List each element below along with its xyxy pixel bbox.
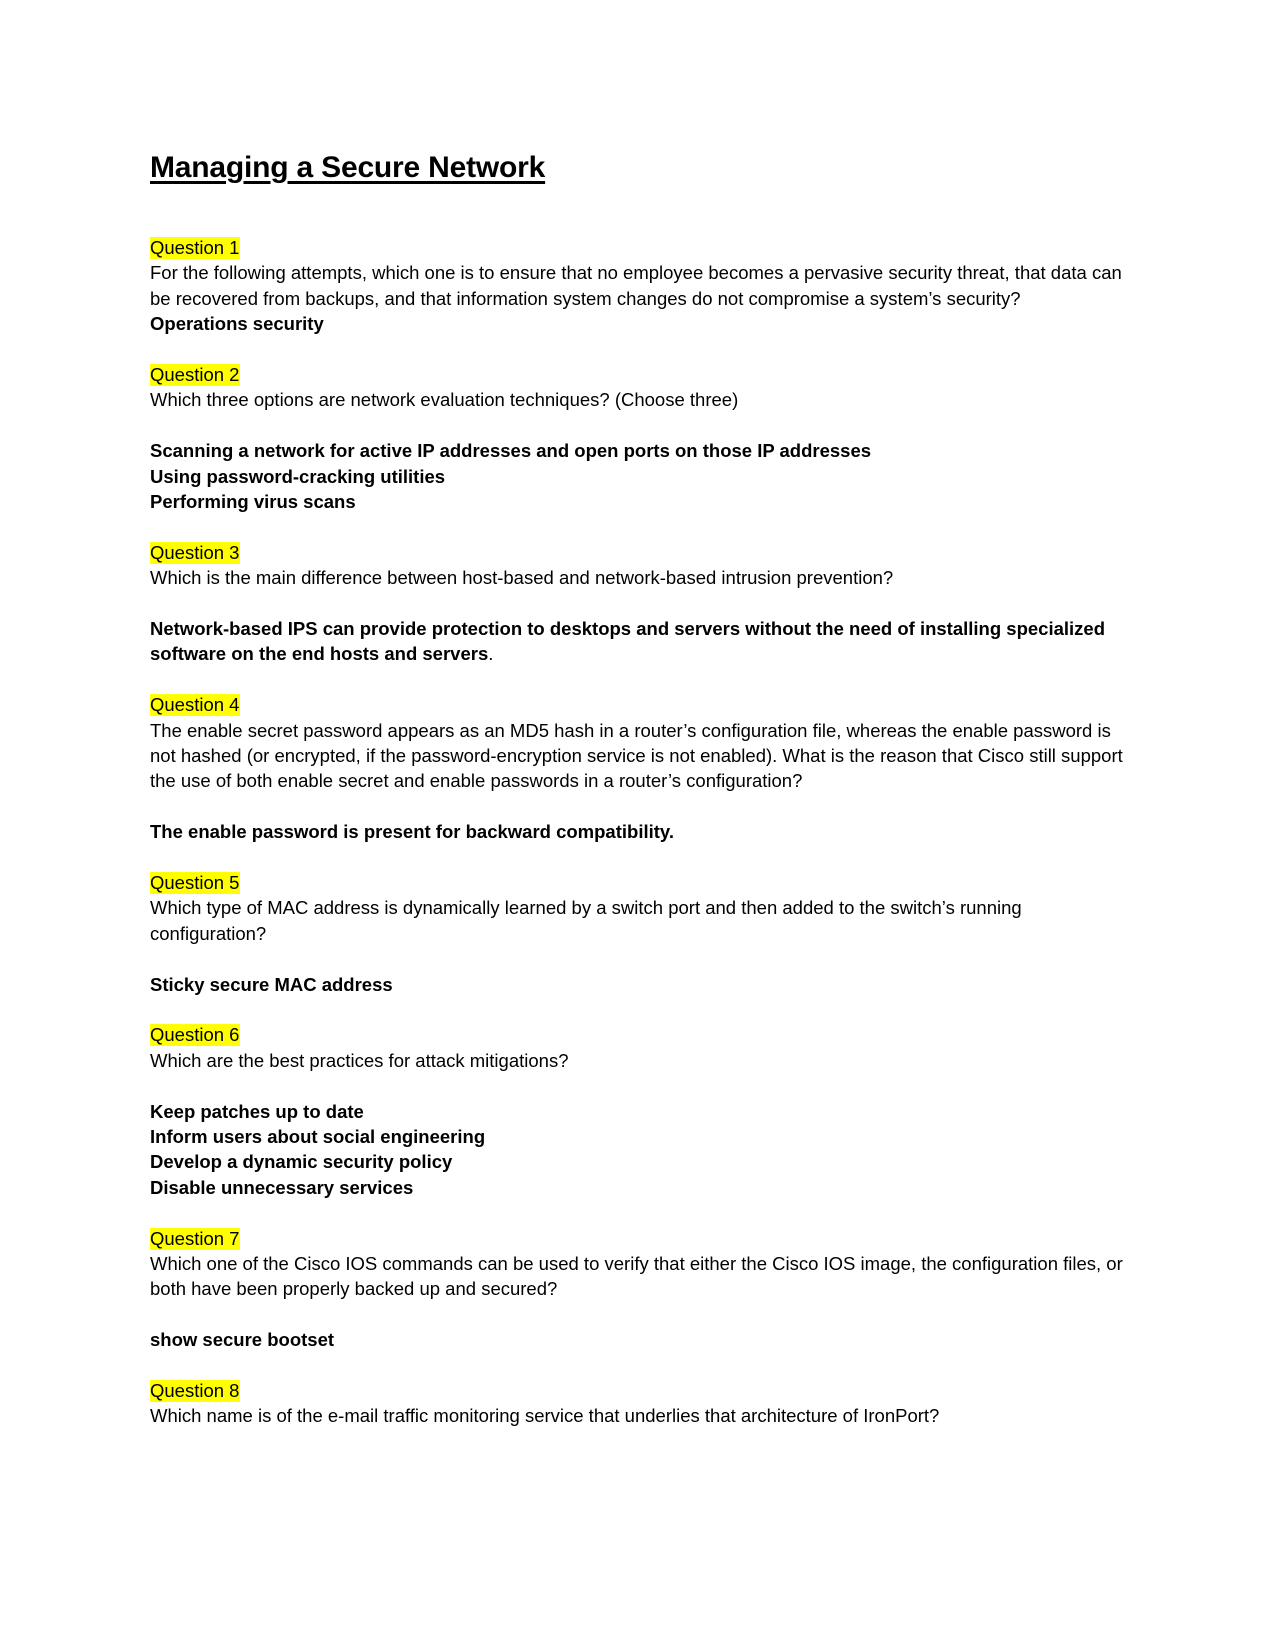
question-label: Question 3: [150, 541, 240, 563]
title-spacer: [150, 188, 1140, 235]
answer: Network-based IPS can provide protection to desktops and servers without the need of installing specialized software on the end hosts and servers: [150, 618, 1105, 665]
question-text: Which type of MAC address is dynamically learned by a switch port and then added to the switch’s running configuration?: [150, 897, 1022, 944]
question-label: Question 5: [150, 872, 240, 894]
spacer: [150, 1073, 1140, 1098]
question-2: [150, 362, 1140, 540]
answer: Disable unnecessary services: [150, 1176, 414, 1198]
question-label: Question 7: [150, 1227, 240, 1249]
question-5: [150, 870, 1140, 1022]
spacer: [150, 946, 1140, 971]
question-label: Question 6: [150, 1024, 240, 1046]
document-title: Managing a Secure Network: [150, 151, 546, 184]
question-label: Question 8: [150, 1380, 240, 1402]
question-1: [150, 235, 1140, 362]
answer: Keep patches up to date: [150, 1100, 364, 1122]
question-text: Which one of the Cisco IOS commands can be used to verify that either the Cisco IOS image, the configuration files, or both have been properly backed up and secured?: [150, 1253, 1123, 1300]
question-label: Question 2: [150, 364, 240, 386]
question-3: [150, 540, 1140, 692]
question-label: Question 4: [150, 694, 240, 716]
answer: Sticky secure MAC address: [150, 973, 393, 995]
question-text: Which name is of the e-mail traffic monitoring service that underlies that architecture of IronPort?: [150, 1405, 940, 1427]
question-text: The enable secret password appears as an MD5 hash in a router’s configuration file, whereas the enable password is not hashed (or encrypted, if the password-encryption service is not enabled). What is the reason that Cisco still support the use of both enable secret and enable passwords in a router’s configuration?: [150, 719, 1123, 792]
spacer: [150, 997, 1140, 1022]
question-6: [150, 1022, 1140, 1225]
spacer: [150, 591, 1140, 616]
answer: Operations security: [150, 313, 324, 335]
question-text: Which is the main difference between host-based and network-based intrusion prevention?: [150, 567, 894, 589]
answer: Using password-cracking utilities: [150, 465, 446, 487]
answer: Develop a dynamic security policy: [150, 1151, 453, 1173]
answer: Scanning a network for active IP addresses and open ports on those IP addresses: [150, 440, 872, 462]
answer: Performing virus scans: [150, 491, 356, 513]
question-text: For the following attempts, which one is to ensure that no employee becomes a pervasive security threat, that data can be recovered from backups, and that information system changes do not compromise a system’s security?: [150, 262, 1122, 309]
spacer: [150, 794, 1140, 819]
question-7: [150, 1226, 1140, 1378]
spacer: [150, 667, 1140, 692]
spacer: [150, 1353, 1140, 1378]
question-text: Which are the best practices for attack mitigations?: [150, 1049, 569, 1071]
answer-paragraph: [150, 616, 1140, 667]
question-label: Question 1: [150, 237, 240, 258]
answer-suffix: .: [488, 643, 494, 665]
question-text: Which three options are network evaluation techniques? (Choose three): [150, 389, 739, 411]
spacer: [150, 845, 1140, 870]
spacer: [150, 1302, 1140, 1327]
question-4: [150, 692, 1140, 870]
answer: show secure bootset: [150, 1329, 335, 1351]
spacer: [150, 514, 1140, 539]
question-8: [150, 1378, 1140, 1429]
spacer: [150, 337, 1140, 362]
spacer: [150, 1200, 1140, 1225]
document-page: [150, 148, 1140, 1429]
spacer: [150, 413, 1140, 438]
answer: Inform users about social engineering: [150, 1126, 486, 1148]
answer: The enable password is present for backward compatibility.: [150, 821, 674, 843]
